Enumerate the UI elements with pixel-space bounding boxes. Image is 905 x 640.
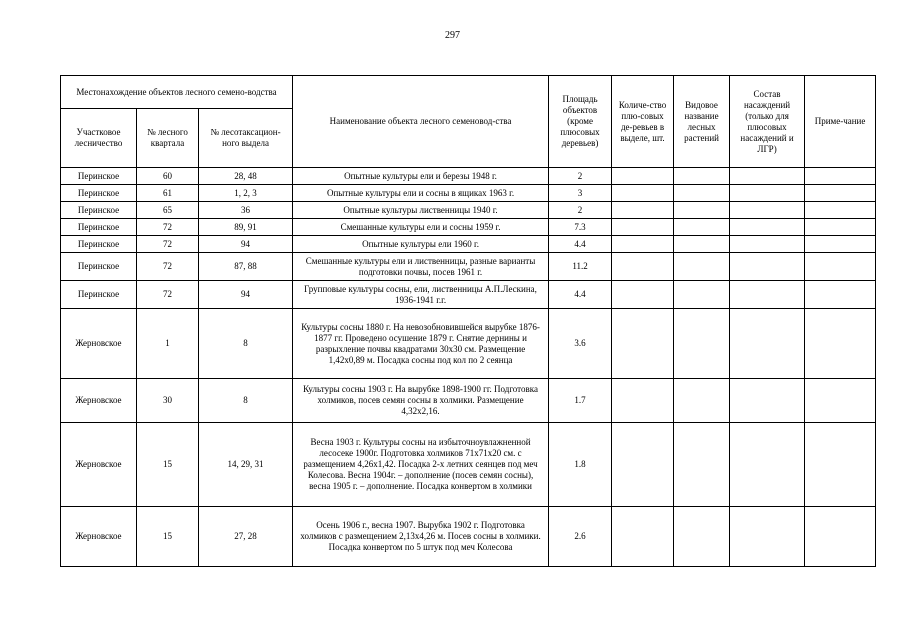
cell-species <box>674 253 730 281</box>
cell-count <box>612 236 674 253</box>
page-number: 297 <box>445 30 460 41</box>
cell-species <box>674 379 730 423</box>
cell-composition <box>730 507 805 567</box>
cell-forestry: Перинское <box>61 236 137 253</box>
cell-species <box>674 236 730 253</box>
cell-species <box>674 168 730 185</box>
cell-species <box>674 281 730 309</box>
cell-species <box>674 185 730 202</box>
cell-section: 94 <box>199 281 293 309</box>
cell-area: 3 <box>549 185 612 202</box>
table-row <box>61 253 876 281</box>
cell-area: 2 <box>549 202 612 219</box>
cell-count <box>612 253 674 281</box>
cell-note <box>805 507 876 567</box>
cell-section: 36 <box>199 202 293 219</box>
cell-forestry: Перинское <box>61 253 137 281</box>
cell-forestry: Перинское <box>61 185 137 202</box>
cell-count <box>612 423 674 507</box>
header-name: Наименование объекта лесного семеновод-ства <box>293 76 549 168</box>
cell-forestry: Жерновское <box>61 379 137 423</box>
cell-note <box>805 168 876 185</box>
cell-species <box>674 423 730 507</box>
table-row <box>61 507 876 567</box>
cell-name: Осень 1906 г., весна 1907. Вырубка 1902 г. Подготовка холмиков с размещением 2,13х4,26 м. Посев сосны в холмики. Посадка конвертом по 5 штук под меч Колесова <box>293 507 549 567</box>
header-section: № лесотаксацион-ного выдела <box>199 109 293 168</box>
cell-count <box>612 219 674 236</box>
cell-area: 1.7 <box>549 379 612 423</box>
cell-quarter: 72 <box>137 253 199 281</box>
cell-count <box>612 185 674 202</box>
table-row <box>61 423 876 507</box>
header-note: Приме-чание <box>805 76 876 168</box>
cell-section: 14, 29, 31 <box>199 423 293 507</box>
cell-section: 8 <box>199 379 293 423</box>
cell-quarter: 72 <box>137 281 199 309</box>
cell-composition <box>730 168 805 185</box>
cell-forestry: Перинское <box>61 202 137 219</box>
header-composition: Состав насаждений (только для плюсовых насаждений и ЛГР) <box>730 76 805 168</box>
cell-note <box>805 185 876 202</box>
cell-area: 3.6 <box>549 309 612 379</box>
header-count: Количе-ство плю-совых де-ревьев в выделе, шт. <box>612 76 674 168</box>
cell-name: Культуры сосны 1880 г. На невозобновившейся вырубке 1876-1877 гг. Проведено осушение 1879 г. Снятие дернины и разрыхление почвы квадратами 30х30 см. Размещение 1,42х0,89 м. Посадка сосны под кол по 2 сеянца <box>293 309 549 379</box>
cell-note <box>805 309 876 379</box>
cell-count <box>612 379 674 423</box>
cell-name: Групповые культуры сосны, ели, лиственницы А.П.Лескина, 1936-1941 г.г. <box>293 281 549 309</box>
cell-name: Культуры сосны 1903 г. На вырубке 1898-1900 гг. Подготовка холмиков, посев семян сосны в холмики. Размещение 4,32х2,16. <box>293 379 549 423</box>
cell-quarter: 15 <box>137 423 199 507</box>
table-row <box>61 219 876 236</box>
cell-species <box>674 202 730 219</box>
cell-section: 89, 91 <box>199 219 293 236</box>
cell-species <box>674 507 730 567</box>
cell-note <box>805 253 876 281</box>
cell-section: 87, 88 <box>199 253 293 281</box>
cell-note <box>805 202 876 219</box>
cell-count <box>612 202 674 219</box>
cell-name: Опытные культуры лиственницы 1940 г. <box>293 202 549 219</box>
cell-forestry: Перинское <box>61 219 137 236</box>
cell-composition <box>730 379 805 423</box>
table-row <box>61 379 876 423</box>
cell-forestry: Жерновское <box>61 507 137 567</box>
cell-quarter: 61 <box>137 185 199 202</box>
table-row <box>61 168 876 185</box>
cell-composition <box>730 309 805 379</box>
cell-note <box>805 236 876 253</box>
cell-section: 28, 48 <box>199 168 293 185</box>
cell-composition <box>730 219 805 236</box>
cell-composition <box>730 236 805 253</box>
cell-count <box>612 281 674 309</box>
table-row <box>61 236 876 253</box>
table-row <box>61 309 876 379</box>
cell-count <box>612 309 674 379</box>
cell-name: Опытные культуры ели 1960 г. <box>293 236 549 253</box>
cell-forestry: Перинское <box>61 281 137 309</box>
table-row <box>61 202 876 219</box>
cell-note <box>805 379 876 423</box>
header-area: Площадь объектов (кроме плюсовых деревьев) <box>549 76 612 168</box>
cell-forestry: Жерновское <box>61 423 137 507</box>
cell-quarter: 72 <box>137 236 199 253</box>
cell-area: 2 <box>549 168 612 185</box>
cell-composition <box>730 423 805 507</box>
cell-note <box>805 423 876 507</box>
cell-section: 94 <box>199 236 293 253</box>
cell-quarter: 30 <box>137 379 199 423</box>
cell-count <box>612 507 674 567</box>
cell-area: 1.8 <box>549 423 612 507</box>
cell-quarter: 1 <box>137 309 199 379</box>
cell-name: Смешанные культуры ели и сосны 1959 г. <box>293 219 549 236</box>
table-row <box>61 281 876 309</box>
cell-area: 4.4 <box>549 281 612 309</box>
cell-area: 11.2 <box>549 253 612 281</box>
header-species: Видовое название лесных растений <box>674 76 730 168</box>
cell-section: 27, 28 <box>199 507 293 567</box>
seed-objects-table <box>60 75 876 567</box>
cell-species <box>674 219 730 236</box>
cell-composition <box>730 185 805 202</box>
cell-quarter: 65 <box>137 202 199 219</box>
cell-name: Опытные культуры ели и березы 1948 г. <box>293 168 549 185</box>
cell-composition <box>730 202 805 219</box>
cell-name: Весна 1903 г. Культуры сосны на избыточноувлажненной лесосеке 1900г. Подготовка холмиков 71х71х20 см. с размещением 4,26х1,42. Посадка 2-х летних сеянцев под меч Колесова. Весна 1904г. – дополнение (посев семян сосны), весна 1905 г. – дополнение. Посадка конвертом в холмики <box>293 423 549 507</box>
header-location-group: Местонахождение объектов лесного семено-водства <box>61 76 293 109</box>
cell-composition <box>730 281 805 309</box>
cell-section: 1, 2, 3 <box>199 185 293 202</box>
table-row <box>61 185 876 202</box>
cell-area: 7.3 <box>549 219 612 236</box>
cell-forestry: Перинское <box>61 168 137 185</box>
cell-section: 8 <box>199 309 293 379</box>
cell-species <box>674 309 730 379</box>
cell-note <box>805 219 876 236</box>
cell-composition <box>730 253 805 281</box>
cell-note <box>805 281 876 309</box>
cell-name: Смешанные культуры ели и лиственницы, разные варианты подготовки почвы, посев 1961 г. <box>293 253 549 281</box>
cell-area: 2.6 <box>549 507 612 567</box>
cell-quarter: 15 <box>137 507 199 567</box>
cell-quarter: 72 <box>137 219 199 236</box>
header-forestry: Участковое лесничество <box>61 109 137 168</box>
table-header <box>61 76 876 168</box>
header-quarter: № лесного квартала <box>137 109 199 168</box>
cell-count <box>612 168 674 185</box>
cell-area: 4.4 <box>549 236 612 253</box>
cell-name: Опытные культуры ели и сосны в ящиках 1963 г. <box>293 185 549 202</box>
cell-forestry: Жерновское <box>61 309 137 379</box>
table-body <box>61 168 876 567</box>
cell-quarter: 60 <box>137 168 199 185</box>
